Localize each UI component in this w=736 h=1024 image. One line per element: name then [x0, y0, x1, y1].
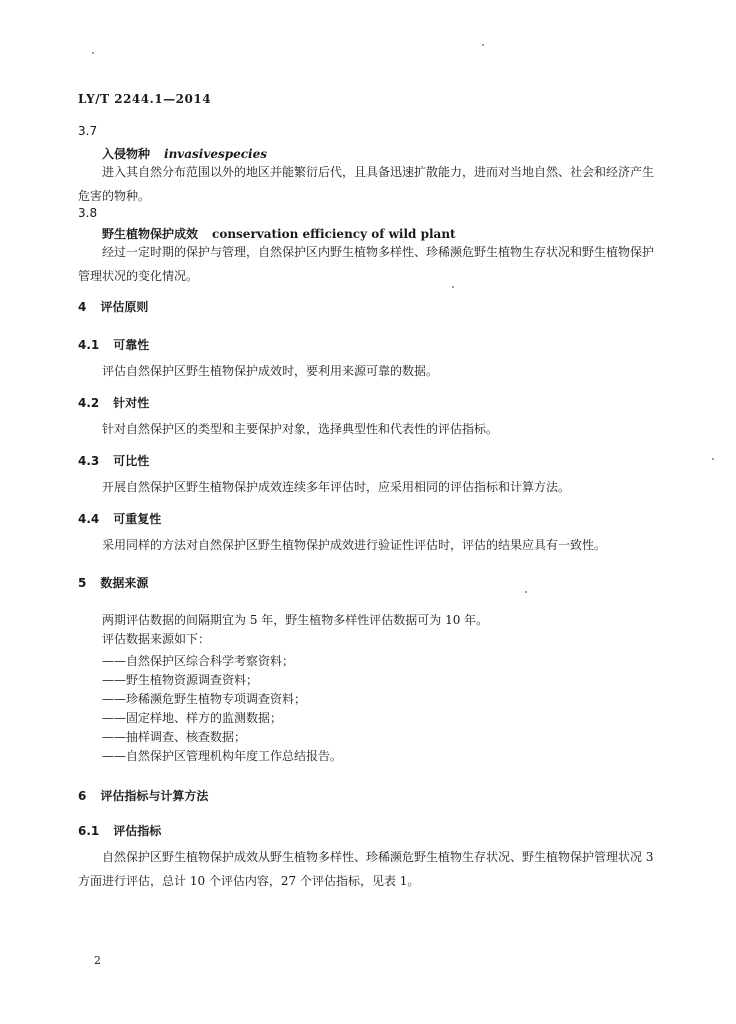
section-5-intro-2: 评估数据来源如下：: [102, 632, 211, 646]
section-4-1-heading: 4.1 可靠性: [78, 338, 150, 352]
source-list-item: ——抽样调查、核查数据；: [102, 730, 247, 744]
scan-speck: [92, 52, 94, 54]
section-6-heading: 6 评估指标与计算方法: [78, 789, 209, 803]
section-4-3-heading: 4.3 可比性: [78, 454, 150, 468]
source-list-item: ——自然保护区综合科学考察资料；: [102, 654, 295, 668]
section-5-heading: 5 数据来源: [78, 576, 149, 590]
section-4-heading: 4 评估原则: [78, 300, 149, 314]
standard-id: LY/T 2244.1—2014: [78, 92, 212, 106]
scan-speck: [452, 286, 454, 288]
section-4-4-text: 采用同样的方法对自然保护区野生植物保护成效进行验证性评估时，评估的结果应具有一致性。: [102, 538, 607, 552]
section-4-2-text: 针对自然保护区的类型和主要保护对象，选择典型性和代表性的评估指标。: [102, 422, 499, 436]
term-3-7-number: 3.7: [78, 124, 98, 138]
term-3-7-zh: 入侵物种: [102, 147, 151, 161]
scan-speck: [482, 44, 484, 46]
term-3-7-en: invasivespecies: [164, 147, 268, 161]
section-4-4-heading: 4.4 可重复性: [78, 512, 162, 526]
scan-speck: [712, 458, 714, 460]
term-3-8-en: conservation efficiency of wild plant: [212, 227, 456, 241]
section-4-1-text: 评估自然保护区野生植物保护成效时，要利用来源可靠的数据。: [102, 364, 439, 378]
section-5-intro-1: 两期评估数据的间隔期宜为 5 年，野生植物多样性评估数据可为 10 年。: [102, 613, 489, 627]
source-list-item: ——自然保护区管理机构年度工作总结报告。: [102, 749, 343, 763]
term-3-8-zh: 野生植物保护成效: [102, 227, 199, 241]
scan-speck: [525, 591, 527, 593]
source-list-item: ——固定样地、样方的监测数据；: [102, 711, 283, 725]
page-number: 2: [94, 954, 101, 967]
section-6-1-text: 自然保护区野生植物保护成效从野生植物多样性、珍稀濒危野生植物生存状况、野生植物保护管理状况 3 方面进行评估，总计 10 个评估内容，27 个评估指标，见表 1。: [78, 850, 654, 888]
term-3-8-number: 3.8: [78, 206, 98, 220]
term-3-8-definition: 经过一定时期的保护与管理，自然保护区内野生植物多样性、珍稀濒危野生植物生存状况和野生植物保护管理状况的变化情况。: [78, 245, 655, 283]
term-3-7-definition: 进入其自然分布范围以外的地区并能繁衍后代，且具备迅速扩散能力，进而对当地自然、社会和经济产生危害的物种。: [78, 165, 655, 203]
section-6-1-heading: 6.1 评估指标: [78, 824, 162, 838]
section-4-2-heading: 4.2 针对性: [78, 396, 150, 410]
section-4-3-text: 开展自然保护区野生植物保护成效连续多年评估时，应采用相同的评估指标和计算方法。: [102, 480, 571, 494]
source-list-item: ——野生植物资源调查资料；: [102, 673, 259, 687]
source-list-item: ——珍稀濒危野生植物专项调查资料；: [102, 692, 307, 706]
